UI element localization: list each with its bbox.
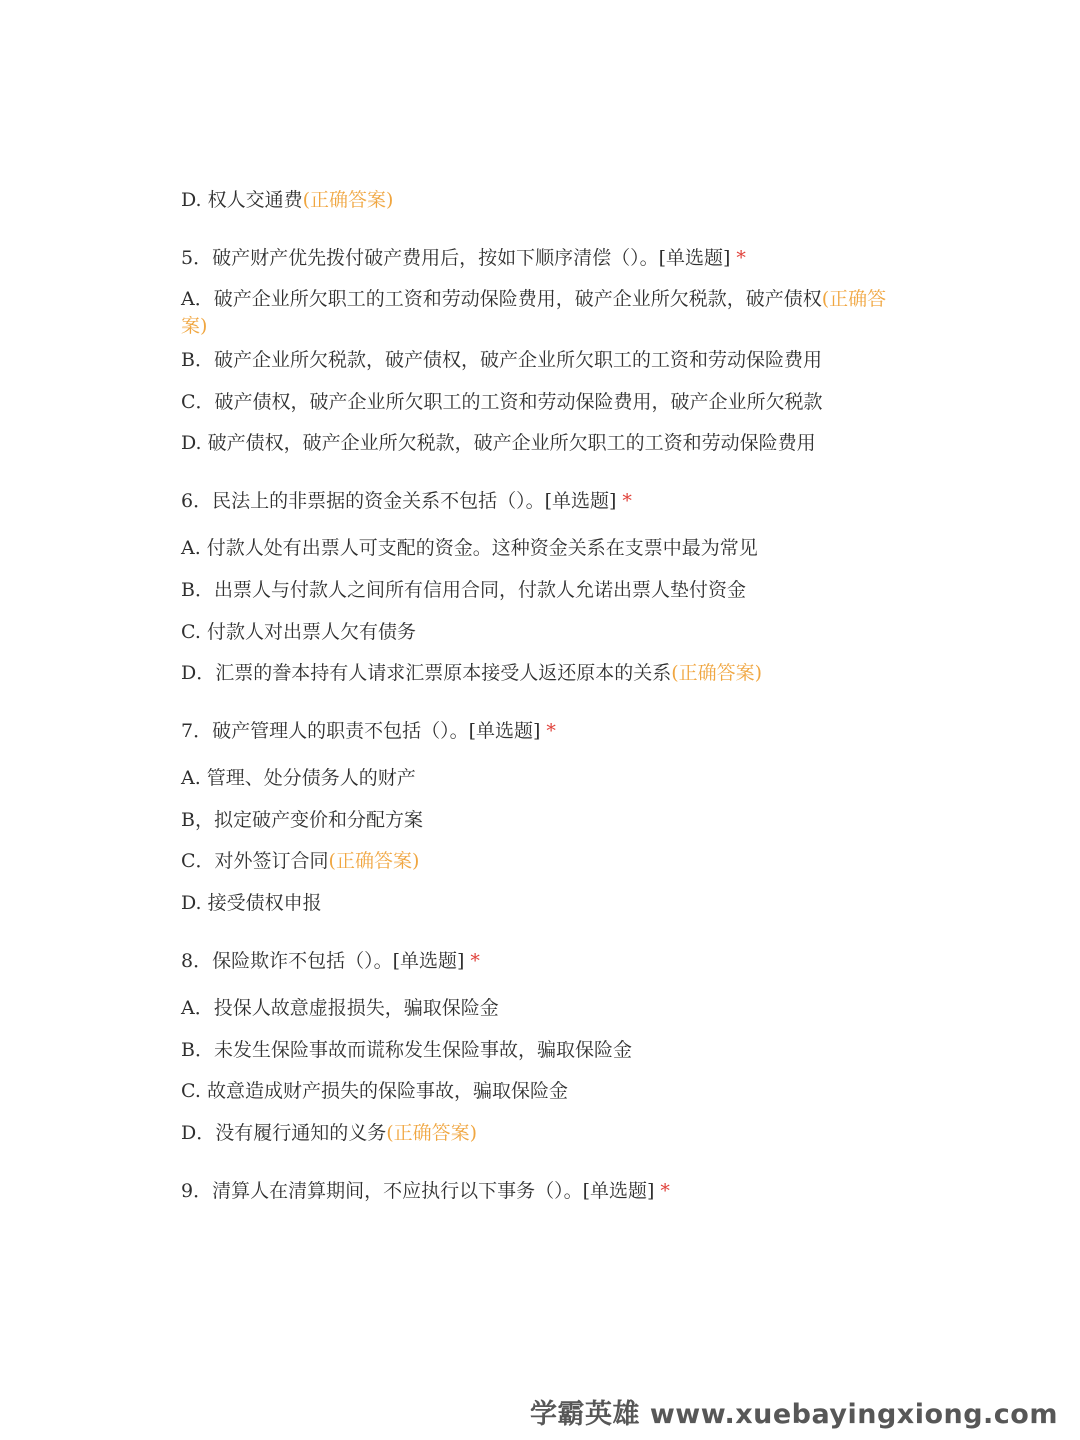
option-item: A．破产企业所欠职工的工资和劳动保险费用，破产企业所欠税款，破产债权(正确答案) xyxy=(181,288,887,337)
option-item: C. 故意造成财产损失的保险事故，骗取保险金 xyxy=(181,1080,568,1102)
site-watermark: 学霸英雄 www.xuebayingxiong.com xyxy=(529,1399,1058,1430)
required-mark: * xyxy=(622,490,632,512)
option-item: A. 管理、处分债务人的财产 xyxy=(181,767,416,789)
option-item: B．未发生保险事故而谎称发生保险事故，骗取保险金 xyxy=(181,1039,632,1061)
correct-answer-tag: (正确答案) xyxy=(302,189,394,211)
required-mark: * xyxy=(546,720,556,742)
option-item: C．破产债权，破产企业所欠职工的工资和劳动保险费用，破产企业所欠税款 xyxy=(181,391,823,413)
option-item: D．汇票的誊本持有人请求汇票原本接受人返还原本的关系(正确答案) xyxy=(181,662,763,684)
question-title: 9．清算人在清算期间，不应执行以下事务（）。[单选题] * xyxy=(181,1180,670,1202)
required-mark: * xyxy=(736,247,746,269)
option-item: D. 破产债权，破产企业所欠税款，破产企业所欠职工的工资和劳动保险费用 xyxy=(181,432,816,454)
option-item: C. 付款人对出票人欠有债务 xyxy=(181,621,416,643)
question-title: 5．破产财产优先拨付破产费用后，按如下顺序清偿（）。[单选题] * xyxy=(181,247,746,269)
option-item: D．没有履行通知的义务(正确答案) xyxy=(181,1122,478,1144)
option-item: B．出票人与付款人之间所有信用合同，付款人允诺出票人垫付资金 xyxy=(181,579,746,601)
option-item: A．投保人故意虚报损失，骗取保险金 xyxy=(181,997,499,1019)
correct-answer-tag: (正确答案) xyxy=(671,662,763,684)
prev-option-d: D. 权人交通费(正确答案) xyxy=(181,189,394,211)
option-item: D. 接受债权申报 xyxy=(181,892,322,914)
question-title: 6．民法上的非票据的资金关系不包括（）。[单选题] * xyxy=(181,490,632,512)
correct-answer-tag: (正确答案) xyxy=(386,1122,478,1144)
option-item: A. 付款人处有出票人可支配的资金。这种资金关系在支票中最为常见 xyxy=(181,537,758,559)
question-title: 7．破产管理人的职责不包括（）。[单选题] * xyxy=(181,720,556,742)
option-item: B．破产企业所欠税款，破产债权，破产企业所欠职工的工资和劳动保险费用 xyxy=(181,349,822,371)
correct-answer-tag: (正确答案) xyxy=(328,850,420,872)
question-title: 8．保险欺诈不包括（）。[单选题] * xyxy=(181,950,480,972)
option-item: B，拟定破产变价和分配方案 xyxy=(181,809,423,831)
required-mark: * xyxy=(660,1180,670,1202)
correct-answer-tag: (正确答案) xyxy=(181,288,887,337)
option-item: C．对外签订合同(正确答案) xyxy=(181,850,420,872)
required-mark: * xyxy=(470,950,480,972)
